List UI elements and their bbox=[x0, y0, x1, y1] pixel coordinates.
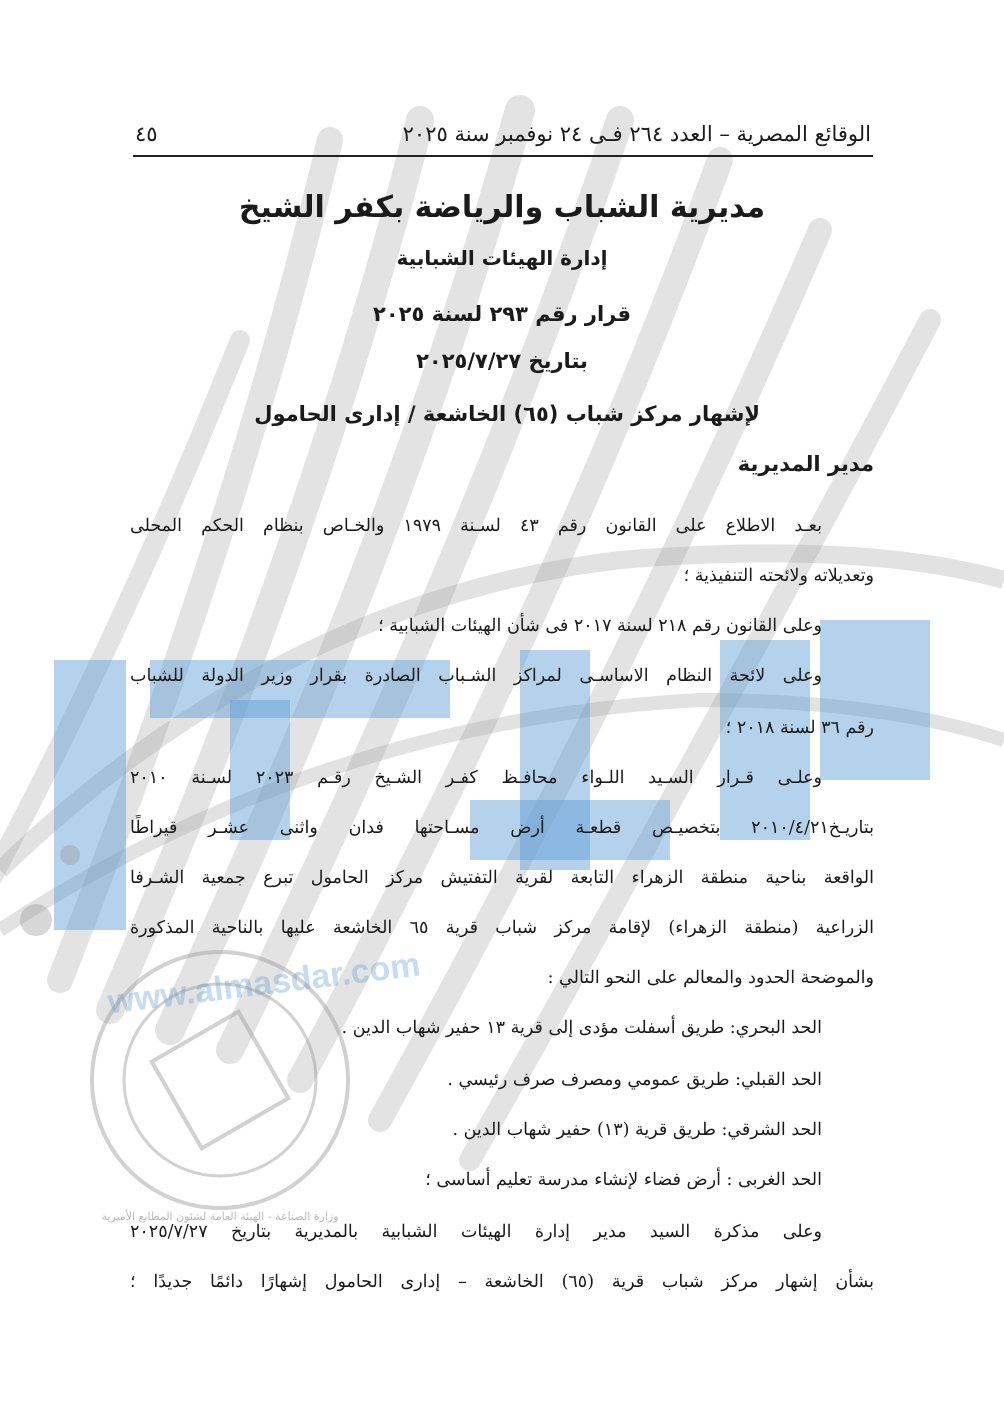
director-heading: مدير المديرية bbox=[737, 452, 874, 476]
watermark-site: www.almasdar.com bbox=[105, 945, 423, 1022]
boundary-east: الحد الشرقي: طريق قرية (١٣) حفير شهاب الدين . bbox=[452, 1120, 822, 1140]
decision-subject: لإشهار مركز شباب (٦٥) الخاشعة / إدارى الحامول bbox=[254, 402, 760, 426]
body-line: وعلـى قـرار السـيد اللـواء محافـظ كفـر الشـيخ رقـم ٢٠٢٣ لسـنة ٢٠١٠ bbox=[130, 768, 823, 788]
body-line: بعـد الاطلاع على القانون رقم ٤٣ لسـنة ١٩٧٩ والخـاص بنظام الحكم المحلى bbox=[130, 516, 822, 536]
body-line: وعلى القانون رقم ٢١٨ لسنة ٢٠١٧ فى شأن الهيئات الشبابية ؛ bbox=[378, 616, 822, 636]
watermark-seal-text: وزارة الصناعة - الهيئة العامة لشئون المطابع الأميرية bbox=[101, 1210, 339, 1223]
body-line: بتاريـخ٢٠١٠/٤/٢١ بتخصيـص قطعـة أرض مسـاحتها فدان واثنى عشـر قيراطًا bbox=[130, 818, 874, 838]
decision-date: بتاريخ ٢٠٢٥/٧/٢٧ bbox=[416, 349, 588, 373]
body-line: الواقعة بناحية منطقة الزهراء التابعة لقرية التفتيش مركز الحامول تبرع جمعية الشـرفا bbox=[130, 868, 874, 888]
running-header bbox=[135, 114, 871, 154]
body-line: رقم ٣٦ لسنة ٢٠١٨ ؛ bbox=[725, 718, 874, 738]
page-number: ٤٥ bbox=[135, 122, 158, 146]
decision-number: قرار رقم ٢٩٣ لسنة ٢٠٢٥ bbox=[373, 302, 631, 326]
directorate-title: مديرية الشباب والرياضة بكفر الشيخ bbox=[238, 190, 766, 225]
body-line: بشأن إشهار مركز شباب قرية (٦٥) الخاشعة – إدارى الحامول إشهارًا دائمًا جديدًا ؛ bbox=[130, 1272, 874, 1292]
body-line: وعلى لائحة النظام الاساسـى لمراكز الشـباب الصادرة بقرار وزير الدولة للشباب bbox=[130, 666, 822, 686]
boundary-west: الحد الغربى : أرض فضاء لإنشاء مدرسة تعليم أساسى ؛ bbox=[425, 1170, 822, 1190]
body-line: وتعديلاته ولائحته التنفيذية ؛ bbox=[683, 566, 874, 586]
running-title: الوقائع المصرية – العدد ٢٦٤ فـى ٢٤ نوفمبر سنة ٢٠٢٥ bbox=[402, 122, 871, 146]
body-line: الزراعية (منطقة الزهراء) لإقامة مركز شباب قرية ٦٥ الخاشعة عليها بالناحية المذكورة bbox=[130, 918, 874, 938]
boundary-south: الحد القبلي: طريق عمومي ومصرف صرف رئيسي . bbox=[447, 1070, 822, 1090]
header-divider bbox=[133, 155, 873, 157]
body-line: والموضحة الحدود والمعالم على النحو التالي : bbox=[547, 968, 874, 988]
department-title: إدارة الهيئات الشبابية bbox=[396, 246, 608, 270]
body-line: وعلى مذكرة السيد مدير إدارة الهيئات الشبابية بالمديرية بتاريخ ٢٠٢٥/٧/٢٧ bbox=[130, 1222, 822, 1242]
boundary-north: الحد البحري: طريق أسفلت مؤدى إلى قرية ١٣ حفير شهاب الدين . bbox=[341, 1018, 822, 1038]
